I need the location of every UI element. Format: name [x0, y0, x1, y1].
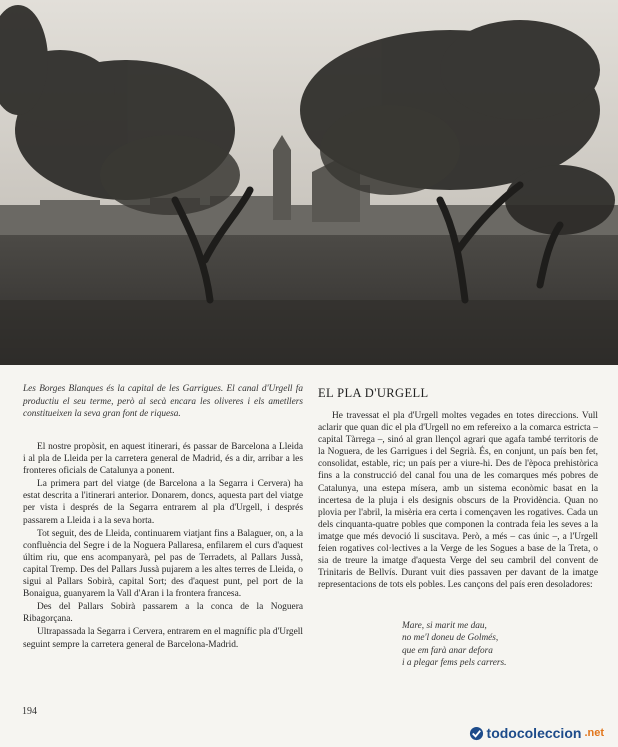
paragraph: Des del Pallars Sobirà passarem a la conca de la Noguera Ribagorçana.: [23, 602, 303, 625]
left-column: [23, 441, 303, 652]
paragraph: Tot seguit, des de Lleida, continuarem viatjant fins a Balaguer, on, a la confluència del Segre i de la Noguera Pallaresa, enfilarem el curs d'aquest últim riu, que ens acompanyarà, pel pas de Terradets, al Pallars Jussà, capital Tremp. Des del Pallars Jussà pujarem a les altes terres de Lleida, o sigui al Pallars Sobirà, capital Sort; des d'aquest punt, pel port de la Bonaigua, guanyarem la Vall d'Aran i la frontera francesa.: [23, 528, 303, 600]
page-number: 194: [22, 706, 37, 717]
watermark-brand: todocoleccion: [486, 725, 582, 741]
photo-caption: Les Borges Blanques és la capital de les Garrigues. El canal d'Urgell fa productiu el seu terme, però al secà encara les oliveres i els ametllers constitueixen la seva gran font de riquesa.: [23, 384, 303, 420]
poem-line: i a plegar fems pels carrers.: [402, 658, 507, 669]
paragraph: He travessat el pla d'Urgell moltes vegades en totes direccions. Vull aclarir que quan dic el pla d'Urgell no em refereixo a la comarca estricta – capital Tàrrega –, sinó al gran llençol agrari que agafa també territoris de la Noguera, de les Garrigues i del Segrià. És, en conjunt, un país ben fet, consolidat, estable, ric; un país per a viure-hi. Des de l'època prehistòrica fins a la construcció del canal fou una de les comarques més pobres de Catalunya, una estepa mísera, amb un sistema econòmic basat en la incertesa de la pluja i els designis obscurs de la Providència. Quan no plovia per l'abril, la misèria era certa i començaven les rogatives. Cada un dels cinquanta-quatre pobles que componen la contrada feia les seves a la imatge que més devoció li suscitava. Però, a més – cas únic –, a l'Urgell feien rogatives col·lectives a la Verge de les Sogues a base de la Treta, o sia de treure la imatge d'aquesta Verge del seu cambril del convent de Trinitaris de Bellvís. Durant vuit dies passaven per davant de la imatge representacions de tots els pobles. Les cançons del país eren desoladores:: [318, 411, 598, 591]
paragraph: Ultrapassada la Segarra i Cervera, entrarem en el magnífic pla d'Urgell seguint sempre la carretera general de Barcelona-Madrid.: [23, 627, 303, 650]
right-column: [318, 410, 598, 591]
landscape-photo: [0, 0, 618, 365]
poem-line: no me'l doneu de Golmés,: [402, 633, 499, 644]
photo-illustration: [0, 0, 618, 365]
todocoleccion-logo-icon: [469, 726, 484, 741]
poem-line: Mare, si marit me dau,: [402, 621, 487, 631]
watermark-tld: .net: [584, 727, 604, 739]
poem-line: que em farà anar defora: [402, 645, 493, 656]
section-title: EL PLA D'URGELL: [318, 386, 429, 400]
watermark: [469, 724, 604, 742]
paragraph: La primera part del viatge (de Barcelona a la Segarra i Cervera) ha estat descrita a l'itinerari anterior. Donarem, doncs, aquesta part del viatge per vista i després de la Segarra entrarem al pla d'Urgell, i després passarem a Lleida i a la seva horta.: [23, 479, 303, 526]
poem: [402, 620, 592, 670]
paragraph: El nostre propòsit, en aquest itinerari, és passar de Barcelona a Lleida i al pla de Lleida per la carretera general de Madrid, és a dir, arribar a les fronteres oficials de Catalunya a ponent.: [23, 442, 303, 477]
